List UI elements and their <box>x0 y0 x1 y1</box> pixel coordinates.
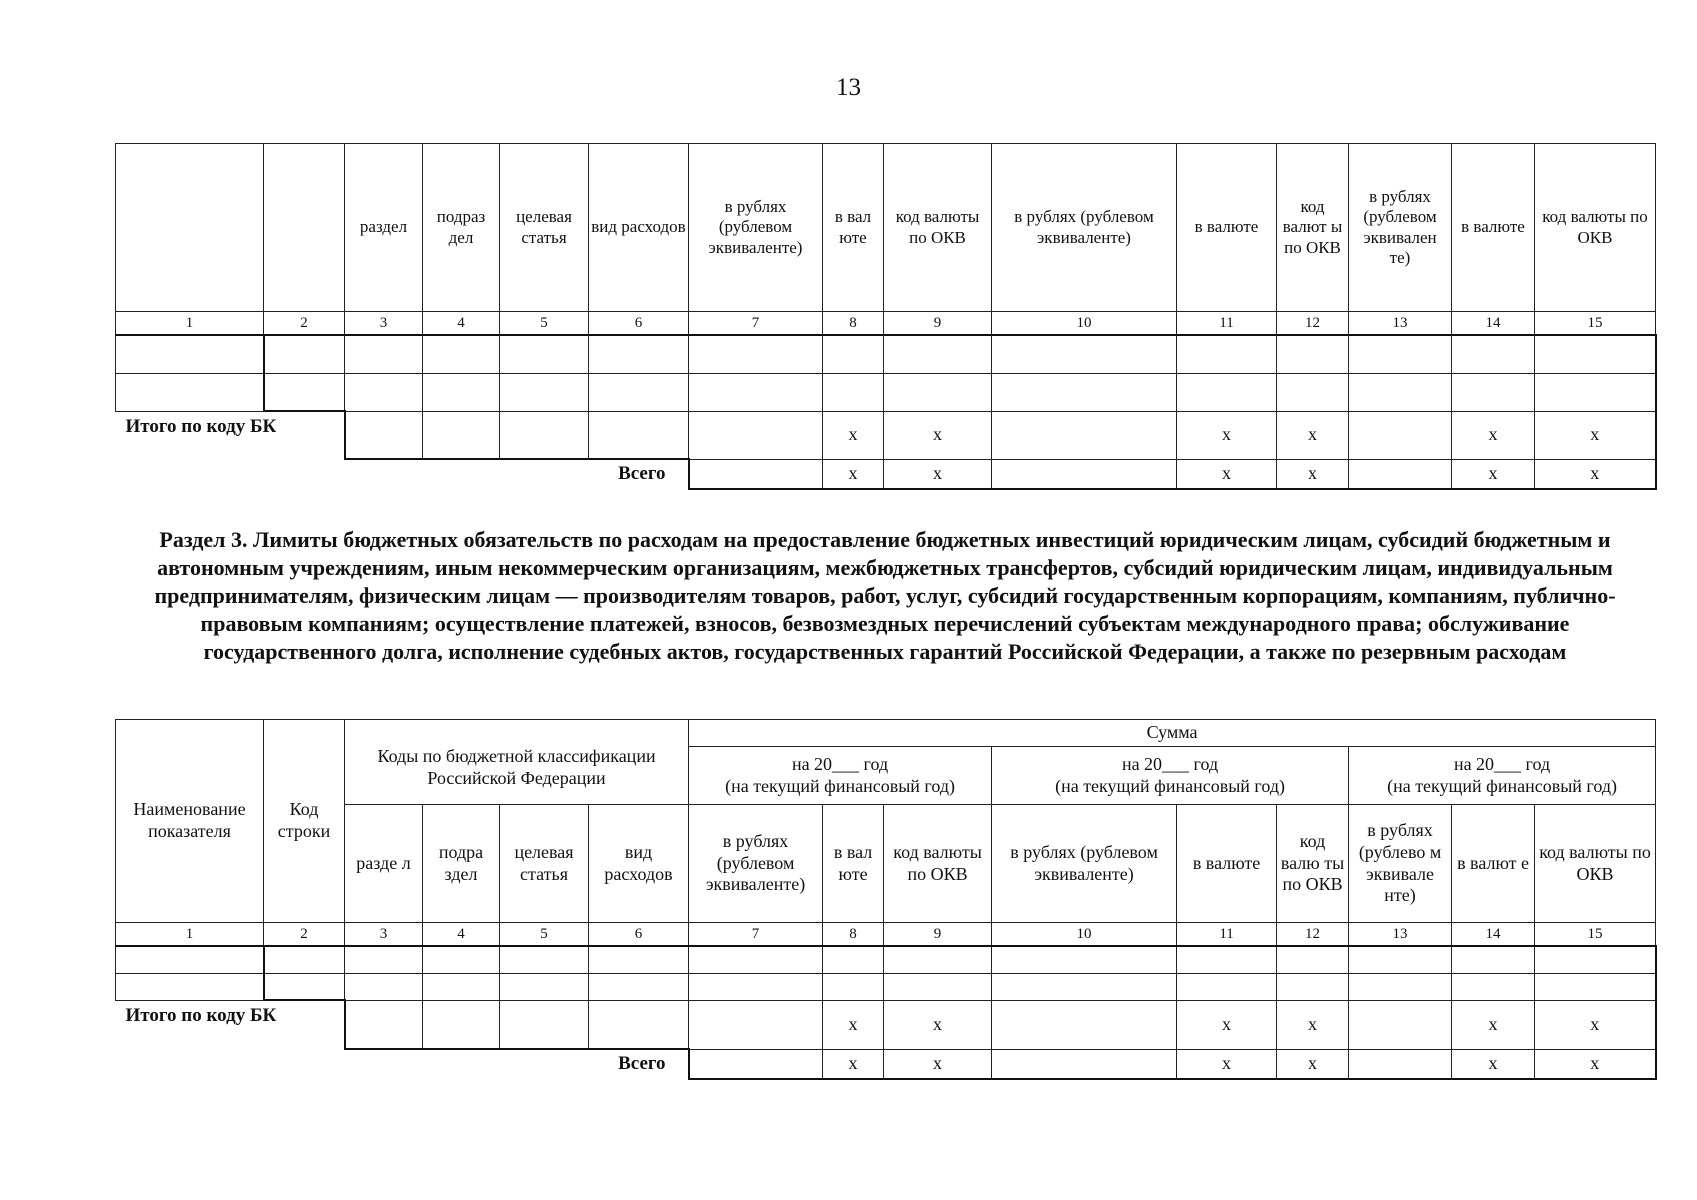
col-number: 13 <box>1349 312 1452 336</box>
col-summa: Сумма <box>689 720 1656 747</box>
x-mark: x <box>1277 459 1349 489</box>
col-number: 11 <box>1177 312 1277 336</box>
col-number: 1 <box>116 923 264 947</box>
vsego-label: Всего <box>618 463 666 485</box>
data-cell <box>1177 373 1277 411</box>
data-cell <box>264 335 345 373</box>
data-cell <box>992 335 1177 373</box>
data-cell <box>1535 973 1656 1000</box>
data-cell <box>1452 373 1535 411</box>
data-cell <box>116 335 264 373</box>
x-mark: x <box>1277 1000 1349 1049</box>
vsego-row <box>116 1049 1656 1079</box>
x-mark: x <box>1177 1000 1277 1049</box>
data-cell <box>500 411 589 459</box>
data-cell <box>689 411 823 459</box>
col-number: 5 <box>500 923 589 947</box>
col-celevaya-statya: целевая статья <box>500 144 589 312</box>
data-cell <box>884 973 992 1000</box>
col-kod-okv-2: код валют ы по ОКВ <box>1277 144 1349 312</box>
x-mark: x <box>1535 1049 1656 1079</box>
data-cell <box>423 973 500 1000</box>
data-cell <box>992 459 1177 489</box>
data-cell <box>589 335 689 373</box>
data-cell <box>423 373 500 411</box>
col-number: 12 <box>1277 312 1349 336</box>
data-cell <box>589 373 689 411</box>
x-mark: x <box>884 1049 992 1079</box>
data-cell <box>345 373 423 411</box>
year-label: на 20___ год <box>1121 753 1219 774</box>
page-number: 13 <box>836 74 861 101</box>
col-number: 2 <box>264 923 345 947</box>
col-number: 11 <box>1177 923 1277 947</box>
x-mark: x <box>823 411 884 459</box>
data-cell <box>689 373 823 411</box>
x-mark: x <box>1177 459 1277 489</box>
col-kod-okv: код валюты по ОКВ <box>884 805 992 923</box>
year-group-2 <box>992 747 1349 805</box>
vsego-label: Всего <box>618 1053 666 1075</box>
data-cell <box>884 335 992 373</box>
x-mark: x <box>1177 1049 1277 1079</box>
data-cell <box>1349 411 1452 459</box>
data-cell <box>1452 335 1535 373</box>
col-rub-eq: в рублях (рублевом эквиваленте) <box>689 144 823 312</box>
col-number: 2 <box>264 312 345 336</box>
data-cell <box>689 1049 823 1079</box>
data-cell <box>992 946 1177 973</box>
col-rub-eq-3: в рублях (рублево м эквивале нте) <box>1349 805 1452 923</box>
data-cell <box>689 335 823 373</box>
x-mark: x <box>1535 1000 1656 1049</box>
col-kod-okv-2: код валю ты по ОКВ <box>1277 805 1349 923</box>
data-cell <box>500 946 589 973</box>
data-cell <box>116 373 264 411</box>
data-cell <box>884 946 992 973</box>
col-razdel: разде л <box>345 805 423 923</box>
data-cell <box>264 973 345 1000</box>
data-cell <box>1535 373 1656 411</box>
col-number: 4 <box>423 923 500 947</box>
section-3-title: Раздел 3. Лимиты бюджетных обязательств по расходам на предоставление бюджетных инвестиций юридическим лицам, субсидий бюджетным и автономным учреждениям, иным некоммерческим организациям, межбюджетных трансфертов, субсидий юридическим лицам, индивидуальным предпринимателям, физическим лицам — производителям товаров, работ, услуг, субсидий государственным корпорациям, компаниям, публично-правовым компаниям; осуществление платежей, взносов, безвозмездных перечислений субъектам международного права; обслуживание государственного долга, исполнение судебных актов, государственных гарантий Российской Федерации, а также по резервным расходам <box>154 527 1616 664</box>
data-cell <box>823 373 884 411</box>
col-number: 10 <box>992 923 1177 947</box>
col-v-valyute-3: в валют е <box>1452 805 1535 923</box>
data-cell <box>689 459 823 489</box>
data-cell <box>689 946 823 973</box>
x-mark: x <box>884 411 992 459</box>
col-number: 14 <box>1452 923 1535 947</box>
col-number: 9 <box>884 923 992 947</box>
x-mark: x <box>1535 411 1656 459</box>
col-v-valyute: в вал юте <box>823 144 884 312</box>
x-mark: x <box>884 1000 992 1049</box>
year-label: на 20___ год <box>1453 753 1551 774</box>
data-cell <box>884 373 992 411</box>
data-cell <box>823 973 884 1000</box>
data-cell <box>345 335 423 373</box>
col-number: 6 <box>589 923 689 947</box>
col-podrazdel: подраз дел <box>423 144 500 312</box>
x-mark: x <box>1177 411 1277 459</box>
data-cell <box>1277 973 1349 1000</box>
col-vid-rashodov: вид расходов <box>589 144 689 312</box>
col-vid-rashodov: вид расходов <box>589 805 689 923</box>
data-cell <box>689 973 823 1000</box>
table-row <box>116 973 1656 1000</box>
data-cell <box>1177 973 1277 1000</box>
col-number: 1 <box>116 312 264 336</box>
data-cell <box>345 946 423 973</box>
data-cell <box>1177 335 1277 373</box>
data-cell <box>116 946 264 973</box>
empty-cell <box>116 459 345 489</box>
data-cell <box>992 373 1177 411</box>
col-number: 15 <box>1535 312 1656 336</box>
col-v-valyute-2: в валюте <box>1177 144 1277 312</box>
col-v-valyute: в вал юте <box>823 805 884 923</box>
data-cell <box>689 1000 823 1049</box>
col-v-valyute-2: в валюте <box>1177 805 1277 923</box>
col-rub-eq: в рублях (рублевом эквиваленте) <box>689 805 823 923</box>
header-row <box>116 805 1656 923</box>
header-cell <box>264 144 345 312</box>
col-celevaya-statya: целевая статья <box>500 805 589 923</box>
year-sublabel: (на текущий финансовый год) <box>1055 775 1285 796</box>
data-cell <box>992 1000 1177 1049</box>
col-number: 14 <box>1452 312 1535 336</box>
data-cell <box>992 973 1177 1000</box>
x-mark: x <box>1452 1049 1535 1079</box>
header-cell <box>116 144 264 312</box>
data-cell <box>264 373 345 411</box>
col-number: 3 <box>345 923 423 947</box>
year-group-1 <box>689 747 992 805</box>
data-cell <box>345 1000 423 1049</box>
x-mark: x <box>884 459 992 489</box>
data-cell <box>423 946 500 973</box>
col-number: 4 <box>423 312 500 336</box>
col-number: 6 <box>589 312 689 336</box>
data-cell <box>423 411 500 459</box>
col-kod-okv-3: код валюты по ОКВ <box>1535 144 1656 312</box>
year-label: на 20___ год <box>791 753 889 774</box>
data-cell <box>1349 335 1452 373</box>
col-number: 8 <box>823 312 884 336</box>
data-cell <box>345 411 423 459</box>
limits-table-section-3 <box>115 719 1657 1080</box>
data-cell <box>823 946 884 973</box>
col-rub-eq-3: в рублях (рублевом эквивален те) <box>1349 144 1452 312</box>
data-cell <box>1349 1000 1452 1049</box>
col-rub-eq-2: в рублях (рублевом эквиваленте) <box>992 805 1177 923</box>
x-mark: x <box>1452 459 1535 489</box>
col-number: 5 <box>500 312 589 336</box>
data-cell <box>423 1000 500 1049</box>
x-mark: x <box>1277 1049 1349 1079</box>
x-mark: x <box>1277 411 1349 459</box>
col-kod-stroki: Код строки <box>264 720 345 923</box>
data-cell <box>1349 946 1452 973</box>
data-cell <box>1349 459 1452 489</box>
data-cell <box>1452 973 1535 1000</box>
x-mark: x <box>1452 411 1535 459</box>
x-mark: x <box>823 459 884 489</box>
data-cell <box>1277 946 1349 973</box>
year-sublabel: (на текущий финансовый год) <box>725 775 955 796</box>
itogo-row <box>116 1000 1656 1049</box>
x-mark: x <box>823 1049 884 1079</box>
col-v-valyute-3: в валюте <box>1452 144 1535 312</box>
x-mark: x <box>823 1000 884 1049</box>
col-number: 10 <box>992 312 1177 336</box>
table-row <box>116 335 1656 373</box>
table-row <box>116 946 1656 973</box>
data-cell <box>1452 946 1535 973</box>
col-rub-eq-2: в рублях (рублевом эквиваленте) <box>992 144 1177 312</box>
column-numbers-row <box>116 923 1656 947</box>
col-number: 7 <box>689 312 823 336</box>
column-numbers-row <box>116 312 1656 336</box>
data-cell <box>500 335 589 373</box>
col-number: 9 <box>884 312 992 336</box>
col-razdel: раздел <box>345 144 423 312</box>
col-podrazdel: подра здел <box>423 805 500 923</box>
data-cell <box>589 946 689 973</box>
data-cell <box>1349 1049 1452 1079</box>
data-cell <box>1277 373 1349 411</box>
data-cell <box>992 1049 1177 1079</box>
col-number: 8 <box>823 923 884 947</box>
col-naimenovanie: Наименование показателя <box>116 720 264 923</box>
col-kod-okv: код валюты по ОКВ <box>884 144 992 312</box>
vsego-row <box>116 459 1656 489</box>
data-cell <box>992 411 1177 459</box>
data-cell <box>589 973 689 1000</box>
data-cell <box>500 973 589 1000</box>
header-row <box>116 720 1656 747</box>
col-number: 15 <box>1535 923 1656 947</box>
empty-cell <box>116 1049 345 1079</box>
data-cell <box>1349 373 1452 411</box>
col-number: 13 <box>1349 923 1452 947</box>
table-row <box>116 373 1656 411</box>
data-cell <box>116 973 264 1000</box>
year-sublabel: (на текущий финансовый год) <box>1387 775 1617 796</box>
itogo-label: Итого по коду БК <box>125 416 277 437</box>
data-cell <box>589 411 689 459</box>
data-cell <box>264 946 345 973</box>
data-cell <box>423 335 500 373</box>
col-kod-okv-3: код валюты по ОКВ <box>1535 805 1656 923</box>
limits-table-section-2 <box>115 143 1657 490</box>
data-cell <box>1349 973 1452 1000</box>
col-kody-bk: Коды по бюджетной классификации Российской Федерации <box>345 720 689 805</box>
data-cell <box>823 335 884 373</box>
year-group-3 <box>1349 747 1656 805</box>
itogo-label: Итого по коду БК <box>125 1005 277 1026</box>
data-cell <box>500 1000 589 1049</box>
header-row <box>116 144 1656 312</box>
data-cell <box>589 1000 689 1049</box>
data-cell <box>1277 335 1349 373</box>
col-number: 7 <box>689 923 823 947</box>
col-number: 3 <box>345 312 423 336</box>
col-number: 12 <box>1277 923 1349 947</box>
data-cell <box>345 973 423 1000</box>
itogo-row <box>116 411 1656 459</box>
data-cell <box>1177 946 1277 973</box>
data-cell <box>500 373 589 411</box>
data-cell <box>1535 946 1656 973</box>
data-cell <box>1535 335 1656 373</box>
x-mark: x <box>1535 459 1656 489</box>
x-mark: x <box>1452 1000 1535 1049</box>
